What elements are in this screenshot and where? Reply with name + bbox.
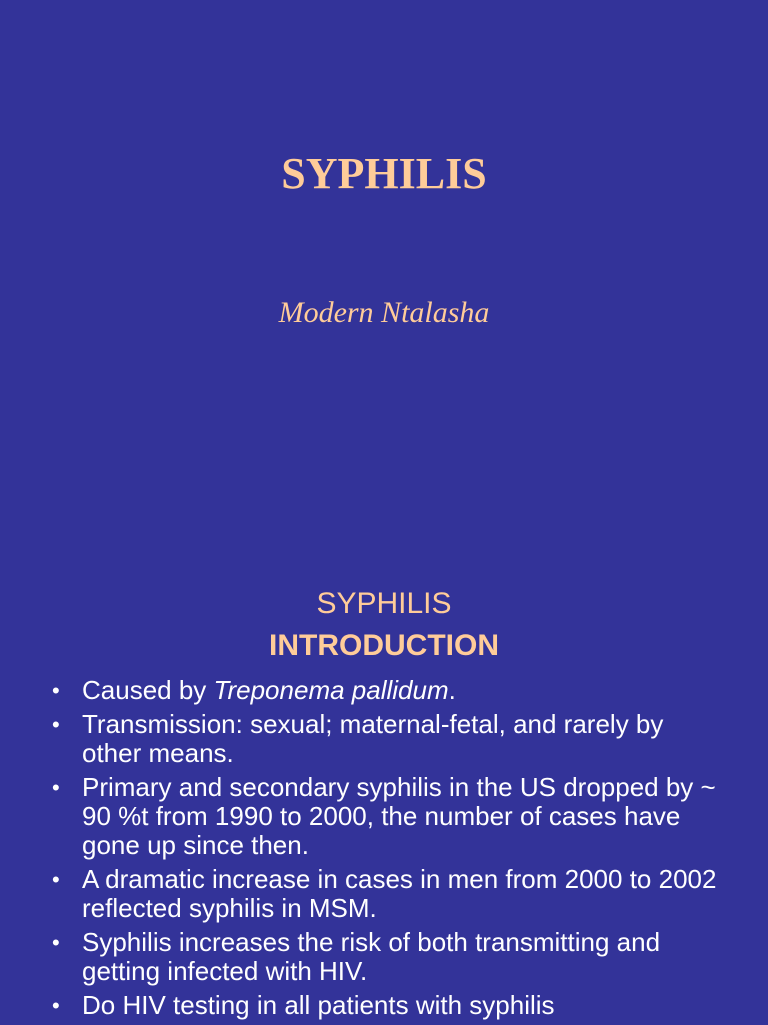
bullet-icon: • [52,930,60,955]
slide-subheading: INTRODUCTION [269,629,499,662]
bullet-item: • Caused by Treponema pallidum. [52,675,456,705]
bullet-item: • Syphilis increases the risk of both transmitting and getting infected with HIV. [52,927,661,986]
slide-heading: SYPHILIS [316,587,452,620]
bullet-item: • A dramatic increase in cases in men from 2000 to 2002 reflected syphilis in MSM. [52,864,717,923]
bullet-icon: • [52,993,60,1018]
slide-author: Modern Ntalasha [278,296,490,329]
bullet-icon: • [52,775,60,800]
bullet-icon: • [52,867,60,892]
bullet-item: • Do HIV testing in all patients with syphilis [52,990,555,1020]
bullet-icon: • [52,712,60,737]
slide-title: SYPHILIS [281,149,487,198]
bullet-list [0,676,722,1025]
bullet-item: • Transmission: sexual; maternal-fetal, and rarely by other means. [52,709,664,768]
introduction-slide [0,560,768,1024]
bullet-item: • Primary and secondary syphilis in the US dropped by ~ 90 %t from 1990 to 2000, the number of cases have gone up since then. [52,772,716,860]
bullet-icon: • [52,678,60,703]
